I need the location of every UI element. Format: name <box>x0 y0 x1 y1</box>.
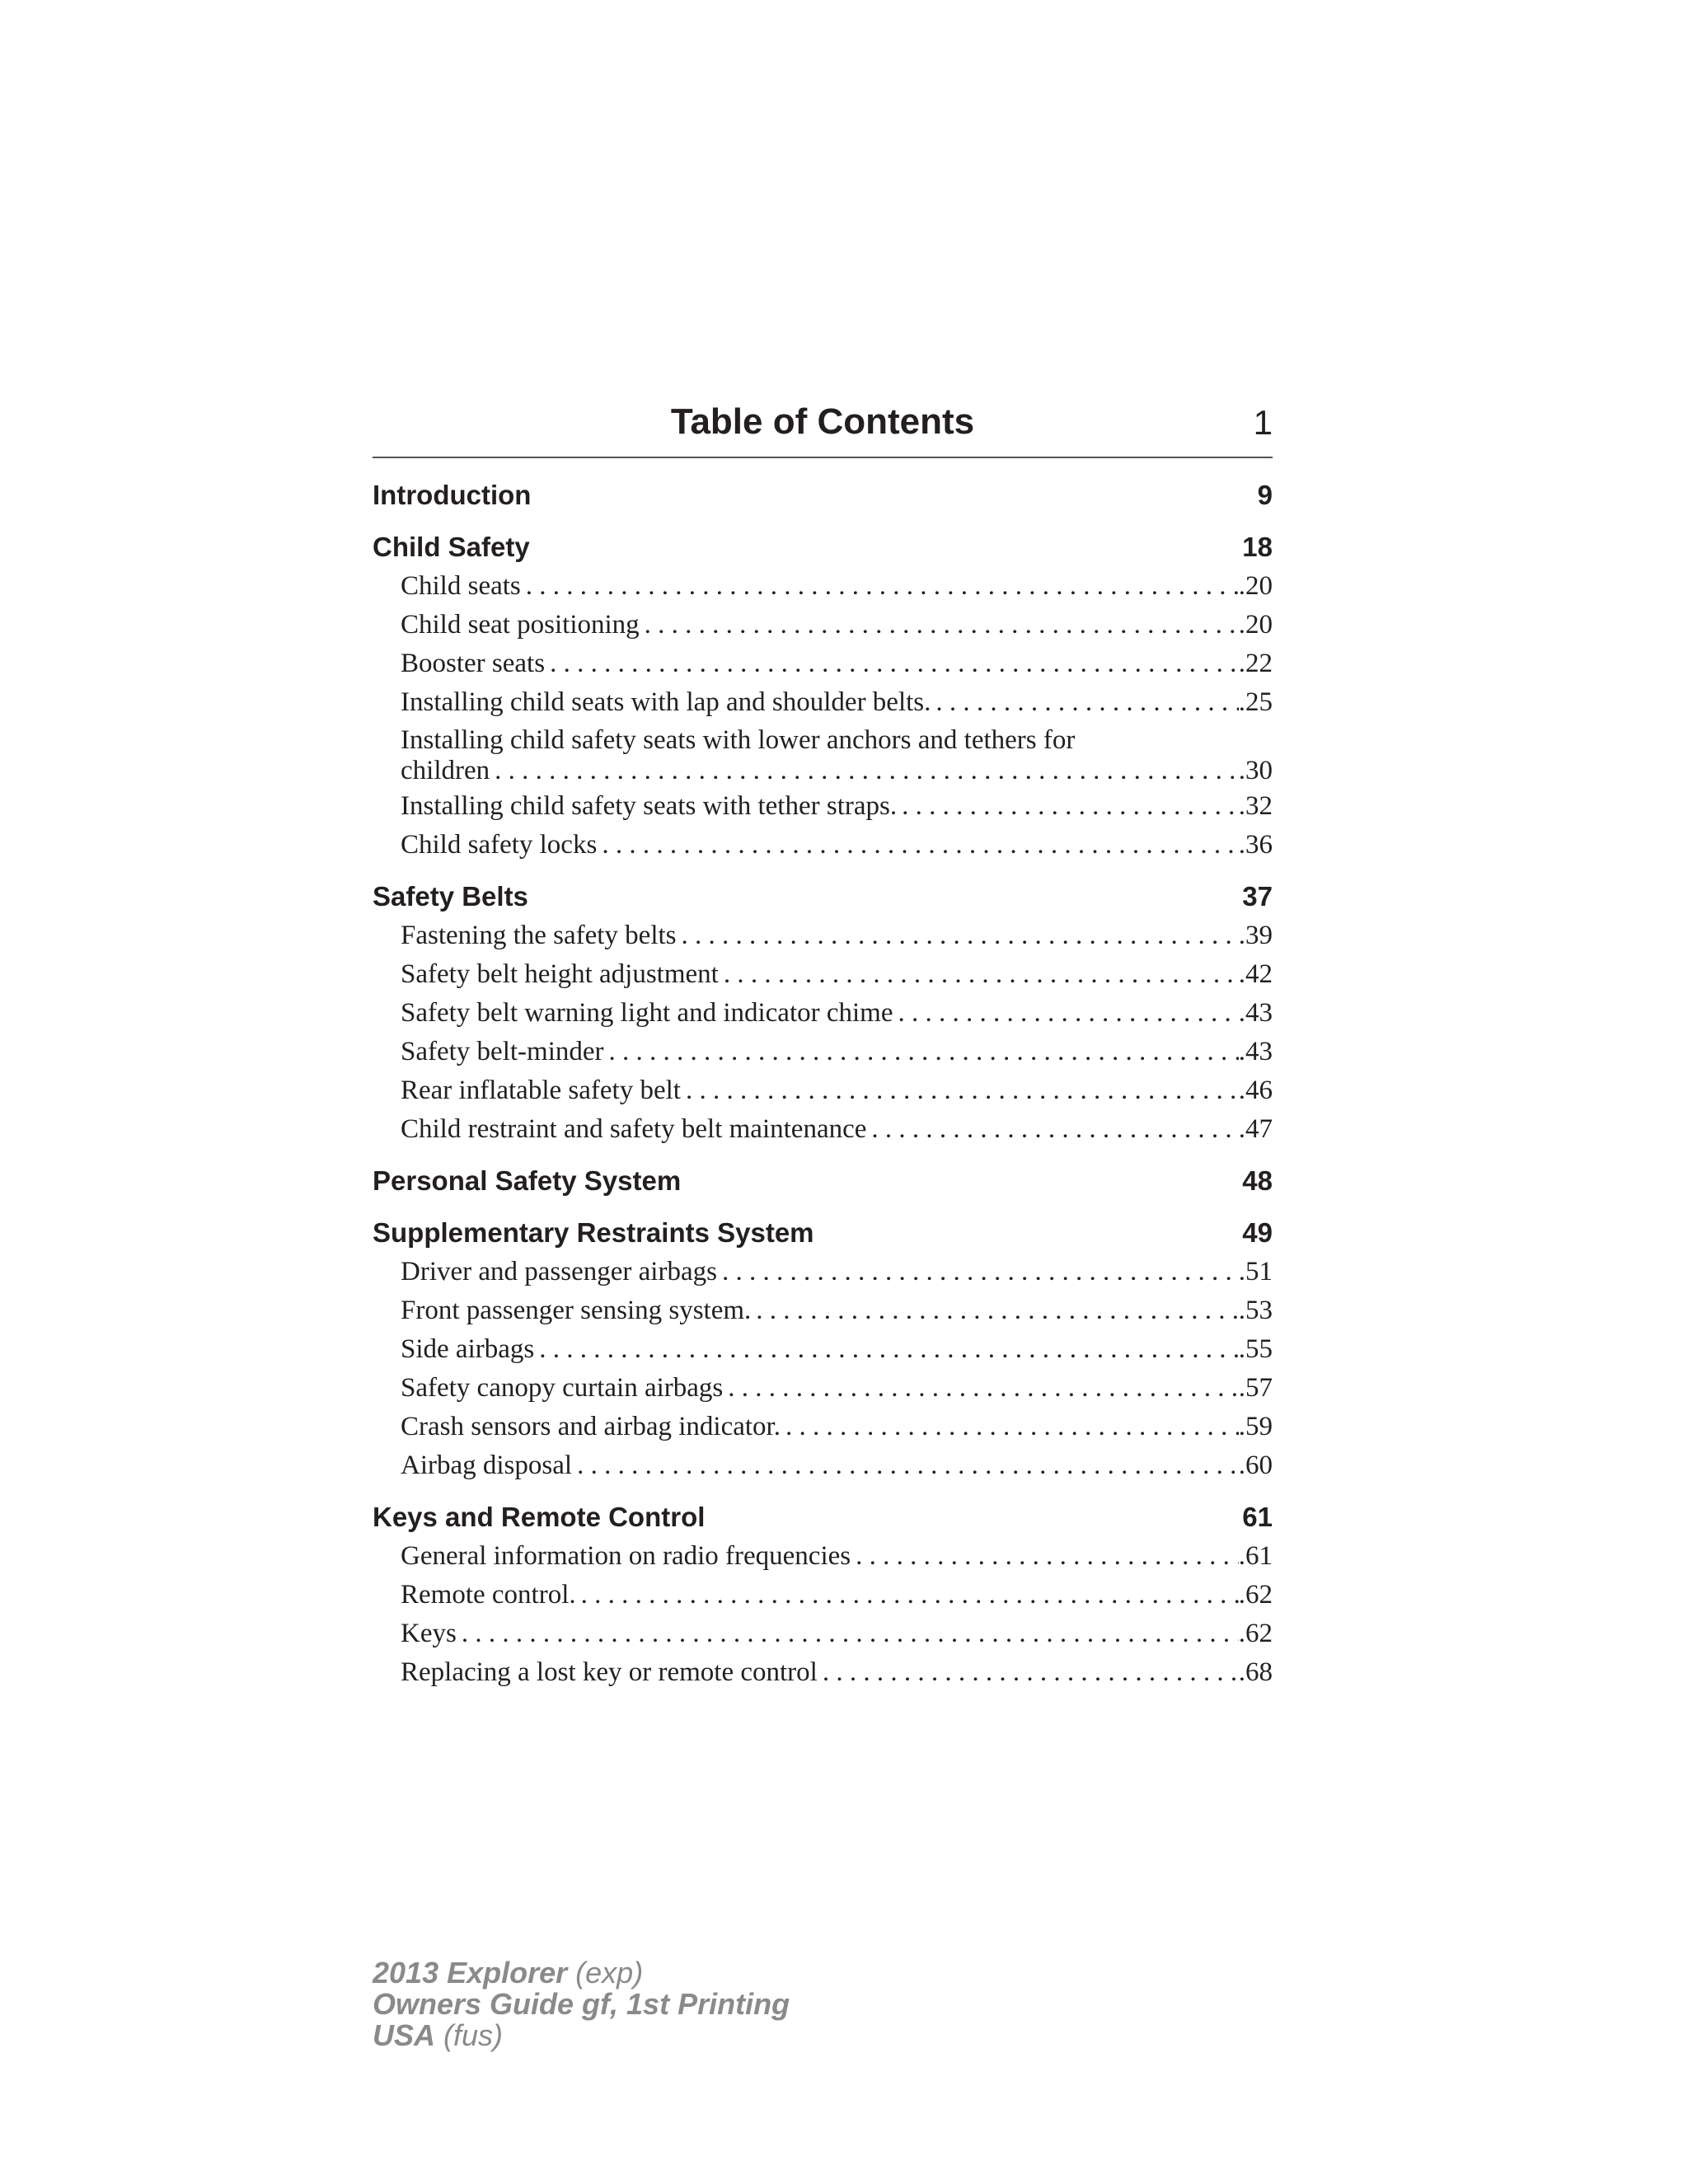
dot-leader <box>457 1615 1239 1653</box>
entry-page: .20 <box>1238 571 1273 601</box>
entry-title: Child restraint and safety belt maintenance <box>401 1114 867 1144</box>
section-page: 18 <box>1242 532 1273 562</box>
entry-title: Installing child safety seats with tether straps. <box>401 791 898 821</box>
footer-line-model: 2013 Explorer (exp) <box>373 1956 644 1990</box>
toc-entry[interactable] <box>401 1291 1273 1330</box>
section-title: Keys and Remote Control <box>373 1502 706 1532</box>
toc-entry[interactable] <box>401 1446 1273 1485</box>
dot-leader <box>572 1446 1239 1485</box>
entry-page: .46 <box>1238 1076 1273 1105</box>
entry-page: .43 <box>1238 1037 1273 1066</box>
entry-title: Safety belt-minder <box>401 1037 604 1066</box>
print-footer <box>373 1957 790 2051</box>
toc-entry[interactable] <box>401 994 1273 1033</box>
entry-title: Safety belt warning light and indicator chime <box>401 998 893 1028</box>
entry-title: General information on radio frequencies <box>401 1541 851 1571</box>
entry-title: Child safety locks <box>401 830 598 860</box>
dot-leader <box>897 787 1239 826</box>
toc-section <box>373 527 1273 865</box>
toc-entry[interactable] <box>401 1071 1273 1110</box>
entry-title: Safety canopy curtain airbags <box>401 1373 724 1403</box>
section-title: Introduction <box>373 480 532 510</box>
toc-entry[interactable] <box>401 722 1273 787</box>
dot-leader <box>723 1369 1238 1408</box>
toc-section <box>373 1160 1273 1201</box>
footer-line-region: USA (fus) <box>373 2018 504 2052</box>
entry-page: .42 <box>1238 959 1273 989</box>
entry-title: Remote control. <box>401 1580 576 1610</box>
toc-section <box>373 475 1273 515</box>
toc-section <box>373 1497 1273 1692</box>
entry-title: Front passenger sensing system. <box>401 1296 752 1325</box>
footer-line-guide: Owners Guide gf, 1st Printing <box>373 1987 790 2021</box>
section-page: 49 <box>1242 1217 1273 1248</box>
toc-entry[interactable] <box>401 1615 1273 1653</box>
toc-section <box>373 1212 1273 1485</box>
page-number: 1 <box>1253 403 1273 442</box>
entry-title: Installing child safety seats with lower anchors and tethers for <box>401 725 1076 755</box>
toc-entry[interactable] <box>401 1110 1273 1149</box>
entry-page: .59 <box>1238 1412 1273 1441</box>
dot-leader <box>604 1033 1239 1071</box>
toc-entry[interactable] <box>401 787 1273 826</box>
toc-entry[interactable] <box>401 826 1273 865</box>
toc-entry[interactable] <box>401 916 1273 955</box>
dot-leader <box>719 955 1239 994</box>
toc-entry[interactable] <box>401 683 1273 722</box>
entry-page: .20 <box>1238 610 1273 640</box>
section-heading[interactable] <box>373 475 1273 515</box>
entry-page: .61 <box>1238 1541 1273 1571</box>
toc-entry[interactable] <box>401 567 1273 606</box>
entry-page: .36 <box>1238 830 1273 860</box>
entry-page: .68 <box>1238 1657 1273 1687</box>
dot-leader <box>640 606 1239 644</box>
section-heading[interactable] <box>373 876 1273 916</box>
section-heading[interactable] <box>373 1212 1273 1253</box>
entry-page: .47 <box>1238 1114 1273 1144</box>
dot-leader <box>931 683 1238 722</box>
entry-title: Installing child seats with lap and shoulder belts. <box>401 687 931 717</box>
toc-entry[interactable] <box>401 1576 1273 1615</box>
dot-leader <box>717 1253 1239 1291</box>
entry-title: Fastening the safety belts <box>401 921 677 950</box>
toc-entry[interactable] <box>401 955 1273 994</box>
dot-leader <box>893 994 1239 1033</box>
entry-title: Airbag disposal <box>401 1451 573 1480</box>
page-title: Table of Contents <box>670 401 975 442</box>
entry-title: Safety belt height adjustment <box>401 959 719 989</box>
section-title: Safety Belts <box>373 881 528 912</box>
section-page: 37 <box>1242 881 1273 912</box>
entry-page: .30 <box>1238 756 1273 785</box>
entry-page: .55 <box>1238 1334 1273 1364</box>
toc-entry[interactable] <box>401 1330 1273 1369</box>
toc-header <box>373 387 1273 458</box>
entry-title-continued: children <box>401 756 490 785</box>
entry-list <box>373 916 1273 1149</box>
entry-list <box>373 567 1273 865</box>
toc-entry[interactable] <box>401 1408 1273 1446</box>
dot-leader <box>597 826 1238 865</box>
entry-list <box>373 1253 1273 1485</box>
entry-page: .62 <box>1238 1619 1273 1648</box>
dot-leader <box>521 567 1239 606</box>
entry-title: Keys <box>401 1619 457 1648</box>
toc-entry[interactable] <box>401 1537 1273 1576</box>
entry-page: .25 <box>1238 687 1273 717</box>
entry-title: Child seat positioning <box>401 610 640 640</box>
section-page: 48 <box>1242 1165 1273 1196</box>
toc-entry[interactable] <box>401 1653 1273 1692</box>
toc-entry[interactable] <box>401 1253 1273 1291</box>
entry-title: Replacing a lost key or remote control <box>401 1657 818 1687</box>
toc-entry[interactable] <box>401 606 1273 644</box>
entry-title: Rear inflatable safety belt <box>401 1076 681 1105</box>
entry-page: .53 <box>1238 1296 1273 1325</box>
dot-leader <box>751 1291 1238 1330</box>
dot-leader <box>851 1537 1239 1576</box>
entry-page: .57 <box>1238 1373 1273 1403</box>
section-title: Supplementary Restraints System <box>373 1217 814 1248</box>
dot-leader <box>576 1576 1239 1615</box>
section-heading[interactable] <box>373 1160 1273 1201</box>
section-page: 61 <box>1242 1502 1273 1532</box>
dot-leader <box>545 644 1239 683</box>
table-of-contents <box>373 387 1273 1704</box>
entry-page: .32 <box>1238 791 1273 821</box>
dot-leader <box>534 1330 1239 1369</box>
entry-page: .62 <box>1238 1580 1273 1610</box>
entry-page: .51 <box>1238 1257 1273 1286</box>
dot-leader <box>818 1653 1239 1692</box>
toc-entry[interactable] <box>401 1369 1273 1408</box>
dot-leader <box>681 1071 1239 1110</box>
entry-page: .60 <box>1238 1451 1273 1480</box>
toc-entry[interactable] <box>401 1033 1273 1071</box>
entry-page: .39 <box>1238 921 1273 950</box>
entry-title: Booster seats <box>401 649 546 678</box>
section-page: 9 <box>1257 480 1273 510</box>
entry-page: .22 <box>1238 649 1273 678</box>
entry-title: Child seats <box>401 571 521 601</box>
entry-list <box>373 1537 1273 1692</box>
toc-sections <box>373 475 1273 1692</box>
section-title: Personal Safety System <box>373 1165 682 1196</box>
toc-section <box>373 876 1273 1149</box>
section-title: Child Safety <box>373 532 530 562</box>
dot-leader <box>866 1110 1238 1149</box>
entry-page: .43 <box>1238 998 1273 1028</box>
dot-leader <box>490 754 1239 787</box>
dot-leader <box>677 916 1239 955</box>
section-heading[interactable] <box>373 1497 1273 1537</box>
toc-entry[interactable] <box>401 644 1273 683</box>
entry-title: Driver and passenger airbags <box>401 1257 717 1286</box>
entry-title: Side airbags <box>401 1334 535 1364</box>
dot-leader <box>781 1408 1239 1446</box>
section-heading[interactable] <box>373 527 1273 567</box>
entry-title: Crash sensors and airbag indicator. <box>401 1412 781 1441</box>
